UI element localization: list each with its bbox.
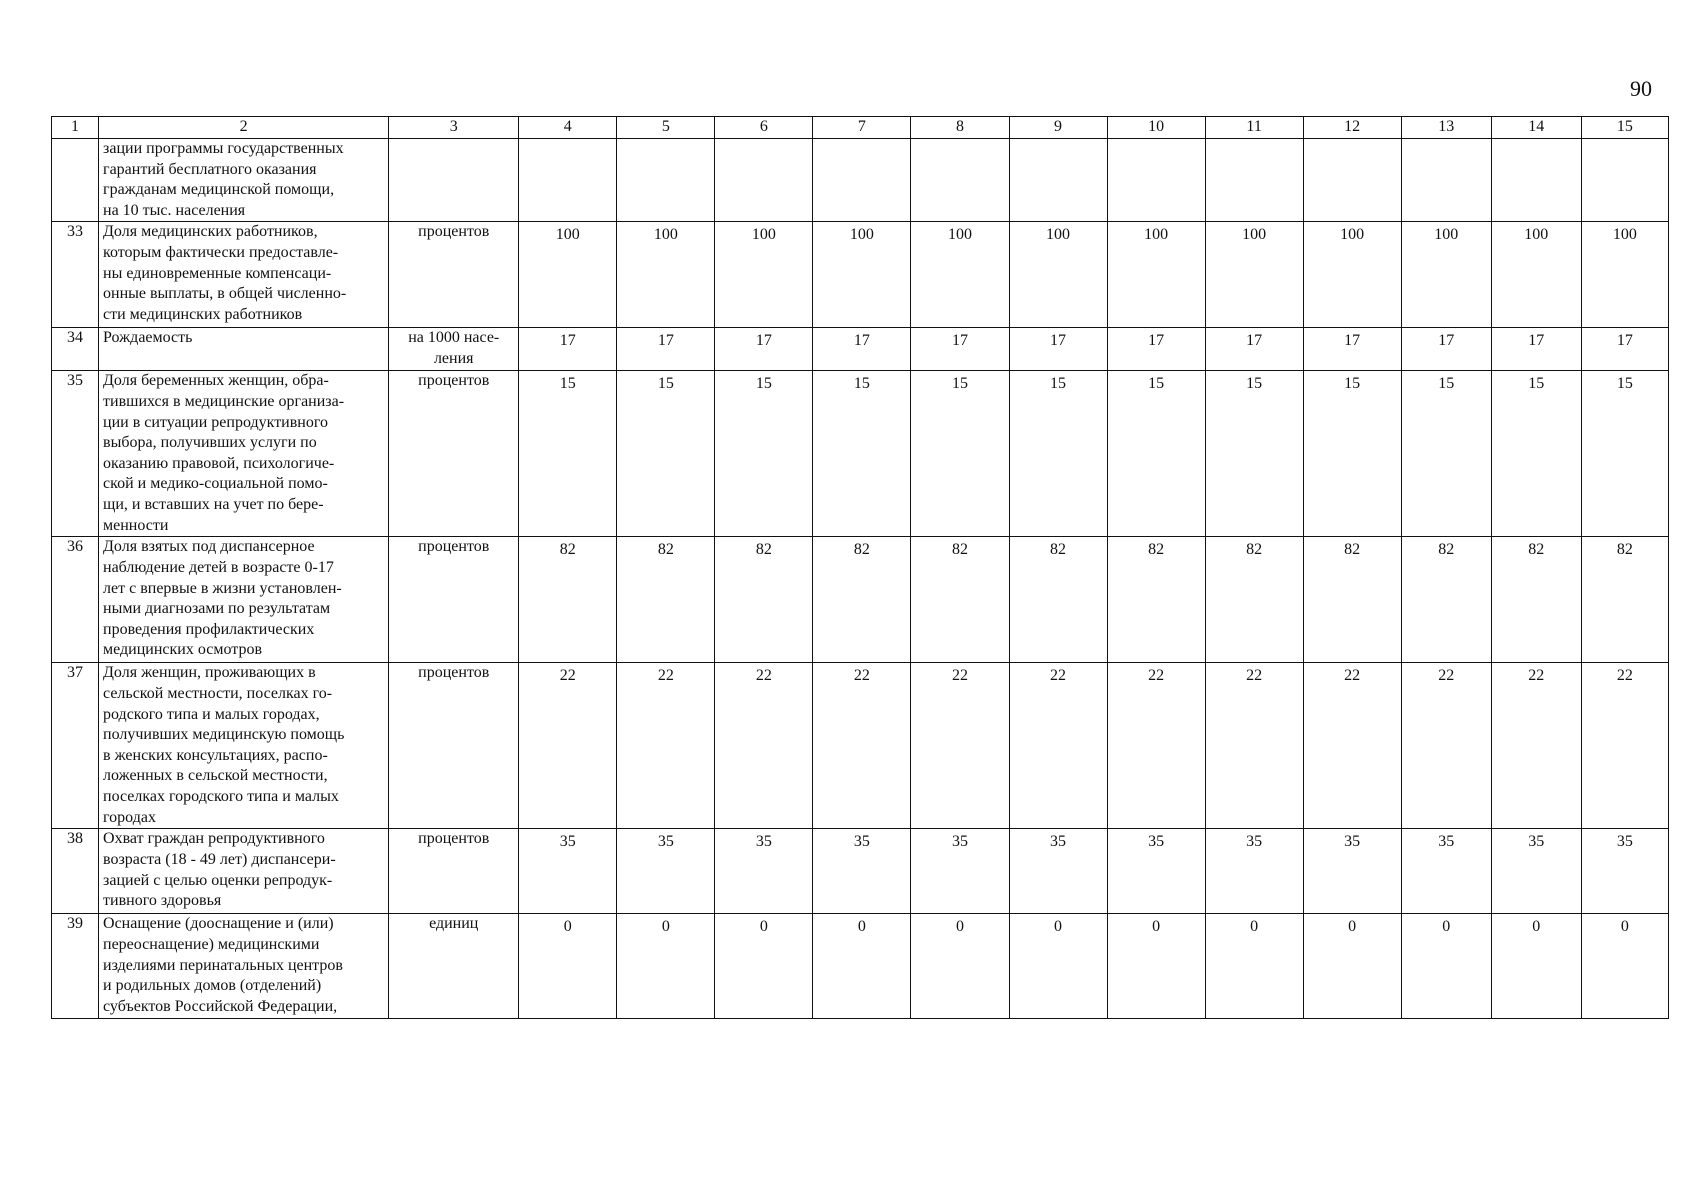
value-cell: 17 (519, 328, 617, 371)
table-row (52, 371, 1669, 537)
table-row (52, 139, 1669, 222)
column-header: 14 (1491, 117, 1581, 139)
row-number: 34 (52, 328, 99, 371)
value-cell: 15 (715, 371, 813, 537)
column-header: 13 (1401, 117, 1491, 139)
value-cell: 15 (617, 371, 715, 537)
unit-cell: процентов (389, 829, 519, 914)
column-header: 3 (389, 117, 519, 139)
value-cell: 22 (1107, 663, 1205, 829)
value-cell: 82 (813, 537, 911, 663)
column-header: 12 (1303, 117, 1401, 139)
row-number: 33 (52, 222, 99, 328)
value-cell: 82 (519, 537, 617, 663)
value-cell: 15 (1491, 371, 1581, 537)
value-cell (519, 139, 617, 222)
value-cell: 82 (911, 537, 1009, 663)
value-cell: 0 (1009, 914, 1107, 1019)
table-row (52, 537, 1669, 663)
value-cell: 22 (617, 663, 715, 829)
value-cell (1491, 139, 1581, 222)
indicator-name: Доля беременных женщин, обра- тившихся в медицинские организа- ции в ситуации репродуктивного выбора, получивших услуги по оказанию правовой, психологиче- ской и медико-социальной помо- щи, и вставших на учет по бере- менности (99, 371, 389, 537)
value-cell: 15 (813, 371, 911, 537)
value-cell: 35 (1491, 829, 1581, 914)
value-cell: 35 (715, 829, 813, 914)
unit-cell (389, 139, 519, 222)
value-cell: 0 (1491, 914, 1581, 1019)
value-cell: 17 (1303, 328, 1401, 371)
value-cell (1009, 139, 1107, 222)
value-cell: 15 (1581, 371, 1668, 537)
value-cell: 100 (715, 222, 813, 328)
value-cell (617, 139, 715, 222)
column-header: 2 (99, 117, 389, 139)
row-number (52, 139, 99, 222)
value-cell: 17 (1491, 328, 1581, 371)
table-row (52, 222, 1669, 328)
value-cell: 15 (911, 371, 1009, 537)
value-cell: 100 (1205, 222, 1303, 328)
table-row (52, 829, 1669, 914)
row-number: 36 (52, 537, 99, 663)
indicator-name: Охват граждан репродуктивного возраста (18 - 49 лет) диспансери- зацией с целью оценки репродук- тивного здоровья (99, 829, 389, 914)
value-cell (1581, 139, 1668, 222)
value-cell: 100 (1491, 222, 1581, 328)
value-cell: 35 (1205, 829, 1303, 914)
value-cell: 35 (1303, 829, 1401, 914)
value-cell: 35 (1009, 829, 1107, 914)
indicator-name: Доля взятых под диспансерное наблюдение детей в возрасте 0-17 лет с впервые в жизни установлен- ными диагнозами по результатам проведения профилактических медицинских осмотров (99, 537, 389, 663)
value-cell (1107, 139, 1205, 222)
value-cell: 35 (617, 829, 715, 914)
value-cell: 82 (1581, 537, 1668, 663)
table-row (52, 328, 1669, 371)
value-cell: 17 (617, 328, 715, 371)
value-cell: 0 (911, 914, 1009, 1019)
value-cell: 100 (1401, 222, 1491, 328)
unit-cell: на 1000 насе- ления (389, 328, 519, 371)
column-header: 10 (1107, 117, 1205, 139)
value-cell: 82 (1401, 537, 1491, 663)
column-header: 8 (911, 117, 1009, 139)
value-cell: 0 (1107, 914, 1205, 1019)
column-header: 15 (1581, 117, 1668, 139)
value-cell: 17 (1205, 328, 1303, 371)
value-cell: 0 (519, 914, 617, 1019)
value-cell: 82 (1303, 537, 1401, 663)
value-cell: 22 (1491, 663, 1581, 829)
value-cell: 35 (1581, 829, 1668, 914)
column-header: 6 (715, 117, 813, 139)
value-cell: 17 (715, 328, 813, 371)
page-number: 90 (1630, 76, 1652, 101)
indicator-name: Оснащение (дооснащение и (или) переоснащение) медицинскими изделиями перинатальных центров и родильных домов (отделений) субъектов Российской Федерации, (99, 914, 389, 1019)
row-number: 35 (52, 371, 99, 537)
value-cell: 17 (1009, 328, 1107, 371)
column-header: 11 (1205, 117, 1303, 139)
unit-cell: процентов (389, 371, 519, 537)
row-number: 39 (52, 914, 99, 1019)
unit-cell: процентов (389, 537, 519, 663)
value-cell: 17 (1581, 328, 1668, 371)
value-cell: 22 (519, 663, 617, 829)
value-cell (1205, 139, 1303, 222)
value-cell: 0 (1401, 914, 1491, 1019)
value-cell: 22 (813, 663, 911, 829)
value-cell (715, 139, 813, 222)
value-cell: 100 (1303, 222, 1401, 328)
value-cell: 35 (813, 829, 911, 914)
value-cell: 100 (1581, 222, 1668, 328)
value-cell (813, 139, 911, 222)
indicator-name: зации программы государственных гарантий бесплатного оказания гражданам медицинской помощи, на 10 тыс. населения (99, 139, 389, 222)
indicators-table (51, 116, 1669, 1019)
value-cell: 82 (1491, 537, 1581, 663)
value-cell: 15 (1401, 371, 1491, 537)
value-cell: 0 (1205, 914, 1303, 1019)
column-header: 5 (617, 117, 715, 139)
value-cell: 82 (617, 537, 715, 663)
value-cell: 82 (715, 537, 813, 663)
indicator-name: Доля медицинских работников, которым фактически предоставле- ны единовременные компенсаци- онные выплаты, в общей численно- сти медицинских работников (99, 222, 389, 328)
value-cell: 100 (1107, 222, 1205, 328)
value-cell: 100 (519, 222, 617, 328)
value-cell: 15 (1107, 371, 1205, 537)
value-cell: 15 (1205, 371, 1303, 537)
table-row (52, 663, 1669, 829)
value-cell: 100 (911, 222, 1009, 328)
value-cell: 22 (1303, 663, 1401, 829)
value-cell: 17 (813, 328, 911, 371)
value-cell: 0 (1581, 914, 1668, 1019)
table-row (52, 914, 1669, 1019)
value-cell: 82 (1205, 537, 1303, 663)
column-header: 9 (1009, 117, 1107, 139)
unit-cell: единиц (389, 914, 519, 1019)
value-cell: 17 (1401, 328, 1491, 371)
unit-cell: процентов (389, 663, 519, 829)
value-cell: 100 (1009, 222, 1107, 328)
column-header: 1 (52, 117, 99, 139)
column-header: 4 (519, 117, 617, 139)
value-cell: 22 (1581, 663, 1668, 829)
value-cell: 17 (911, 328, 1009, 371)
indicator-name: Рождаемость (99, 328, 389, 371)
value-cell: 0 (715, 914, 813, 1019)
row-number: 38 (52, 829, 99, 914)
value-cell (1303, 139, 1401, 222)
value-cell: 0 (813, 914, 911, 1019)
value-cell: 35 (519, 829, 617, 914)
value-cell: 0 (617, 914, 715, 1019)
row-number: 37 (52, 663, 99, 829)
value-cell: 35 (911, 829, 1009, 914)
value-cell: 15 (519, 371, 617, 537)
unit-cell: процентов (389, 222, 519, 328)
value-cell (911, 139, 1009, 222)
value-cell: 22 (911, 663, 1009, 829)
value-cell: 82 (1009, 537, 1107, 663)
value-cell: 15 (1009, 371, 1107, 537)
value-cell: 15 (1303, 371, 1401, 537)
value-cell: 22 (1401, 663, 1491, 829)
value-cell: 22 (1009, 663, 1107, 829)
value-cell: 22 (1205, 663, 1303, 829)
value-cell: 35 (1107, 829, 1205, 914)
value-cell: 35 (1401, 829, 1491, 914)
indicator-name: Доля женщин, проживающих в сельской местности, поселках го- родского типа и малых городах, получивших медицинскую помощь в женских консультациях, распо- ложенных в сельской местности, поселках городского типа и малых городах (99, 663, 389, 829)
table-header-row (52, 117, 1669, 139)
value-cell: 100 (617, 222, 715, 328)
column-header: 7 (813, 117, 911, 139)
value-cell (1401, 139, 1491, 222)
value-cell: 22 (715, 663, 813, 829)
value-cell: 82 (1107, 537, 1205, 663)
value-cell: 100 (813, 222, 911, 328)
value-cell: 0 (1303, 914, 1401, 1019)
value-cell: 17 (1107, 328, 1205, 371)
